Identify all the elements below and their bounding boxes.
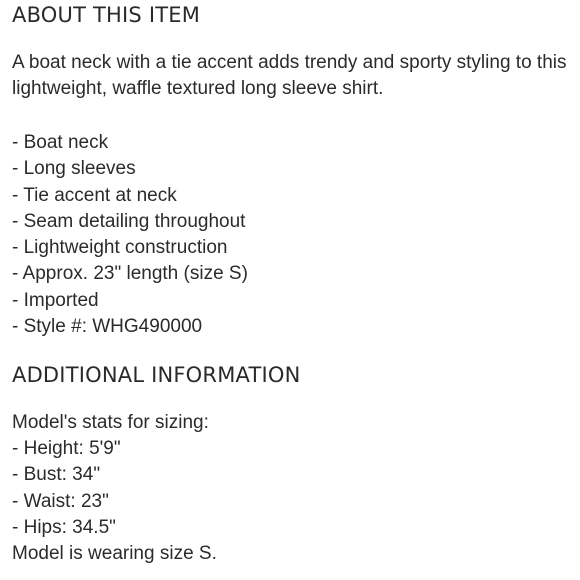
model-stats-intro: Model's stats for sizing: bbox=[12, 412, 209, 433]
list-item: - Tie accent at neck bbox=[12, 184, 177, 206]
about-heading: ABOUT THIS ITEM bbox=[12, 3, 201, 27]
model-stats-list bbox=[12, 436, 121, 541]
list-item: - Hips: 34.5" bbox=[12, 516, 116, 538]
list-item: - Imported bbox=[12, 289, 99, 311]
list-item: - Seam detailing throughout bbox=[12, 210, 246, 232]
list-item: - Long sleeves bbox=[12, 158, 136, 180]
list-item: - Bust: 34" bbox=[12, 464, 101, 486]
list-item: - Waist: 23" bbox=[12, 490, 109, 512]
item-description: A boat neck with a tie accent adds trendy and sporty styling to this lightweight, waffle textured long sleeve shirt. bbox=[12, 52, 567, 99]
model-size-note: Model is wearing size S. bbox=[12, 543, 217, 564]
list-item: - Lightweight construction bbox=[12, 237, 228, 259]
list-item: - Approx. 23" length (size S) bbox=[12, 263, 248, 285]
additional-info-heading: ADDITIONAL INFORMATION bbox=[12, 363, 301, 387]
list-item: - Height: 5'9" bbox=[12, 438, 121, 459]
list-item: - Style #: WHG490000 bbox=[12, 316, 203, 338]
feature-list bbox=[12, 130, 248, 340]
list-item: - Boat neck bbox=[12, 132, 109, 153]
